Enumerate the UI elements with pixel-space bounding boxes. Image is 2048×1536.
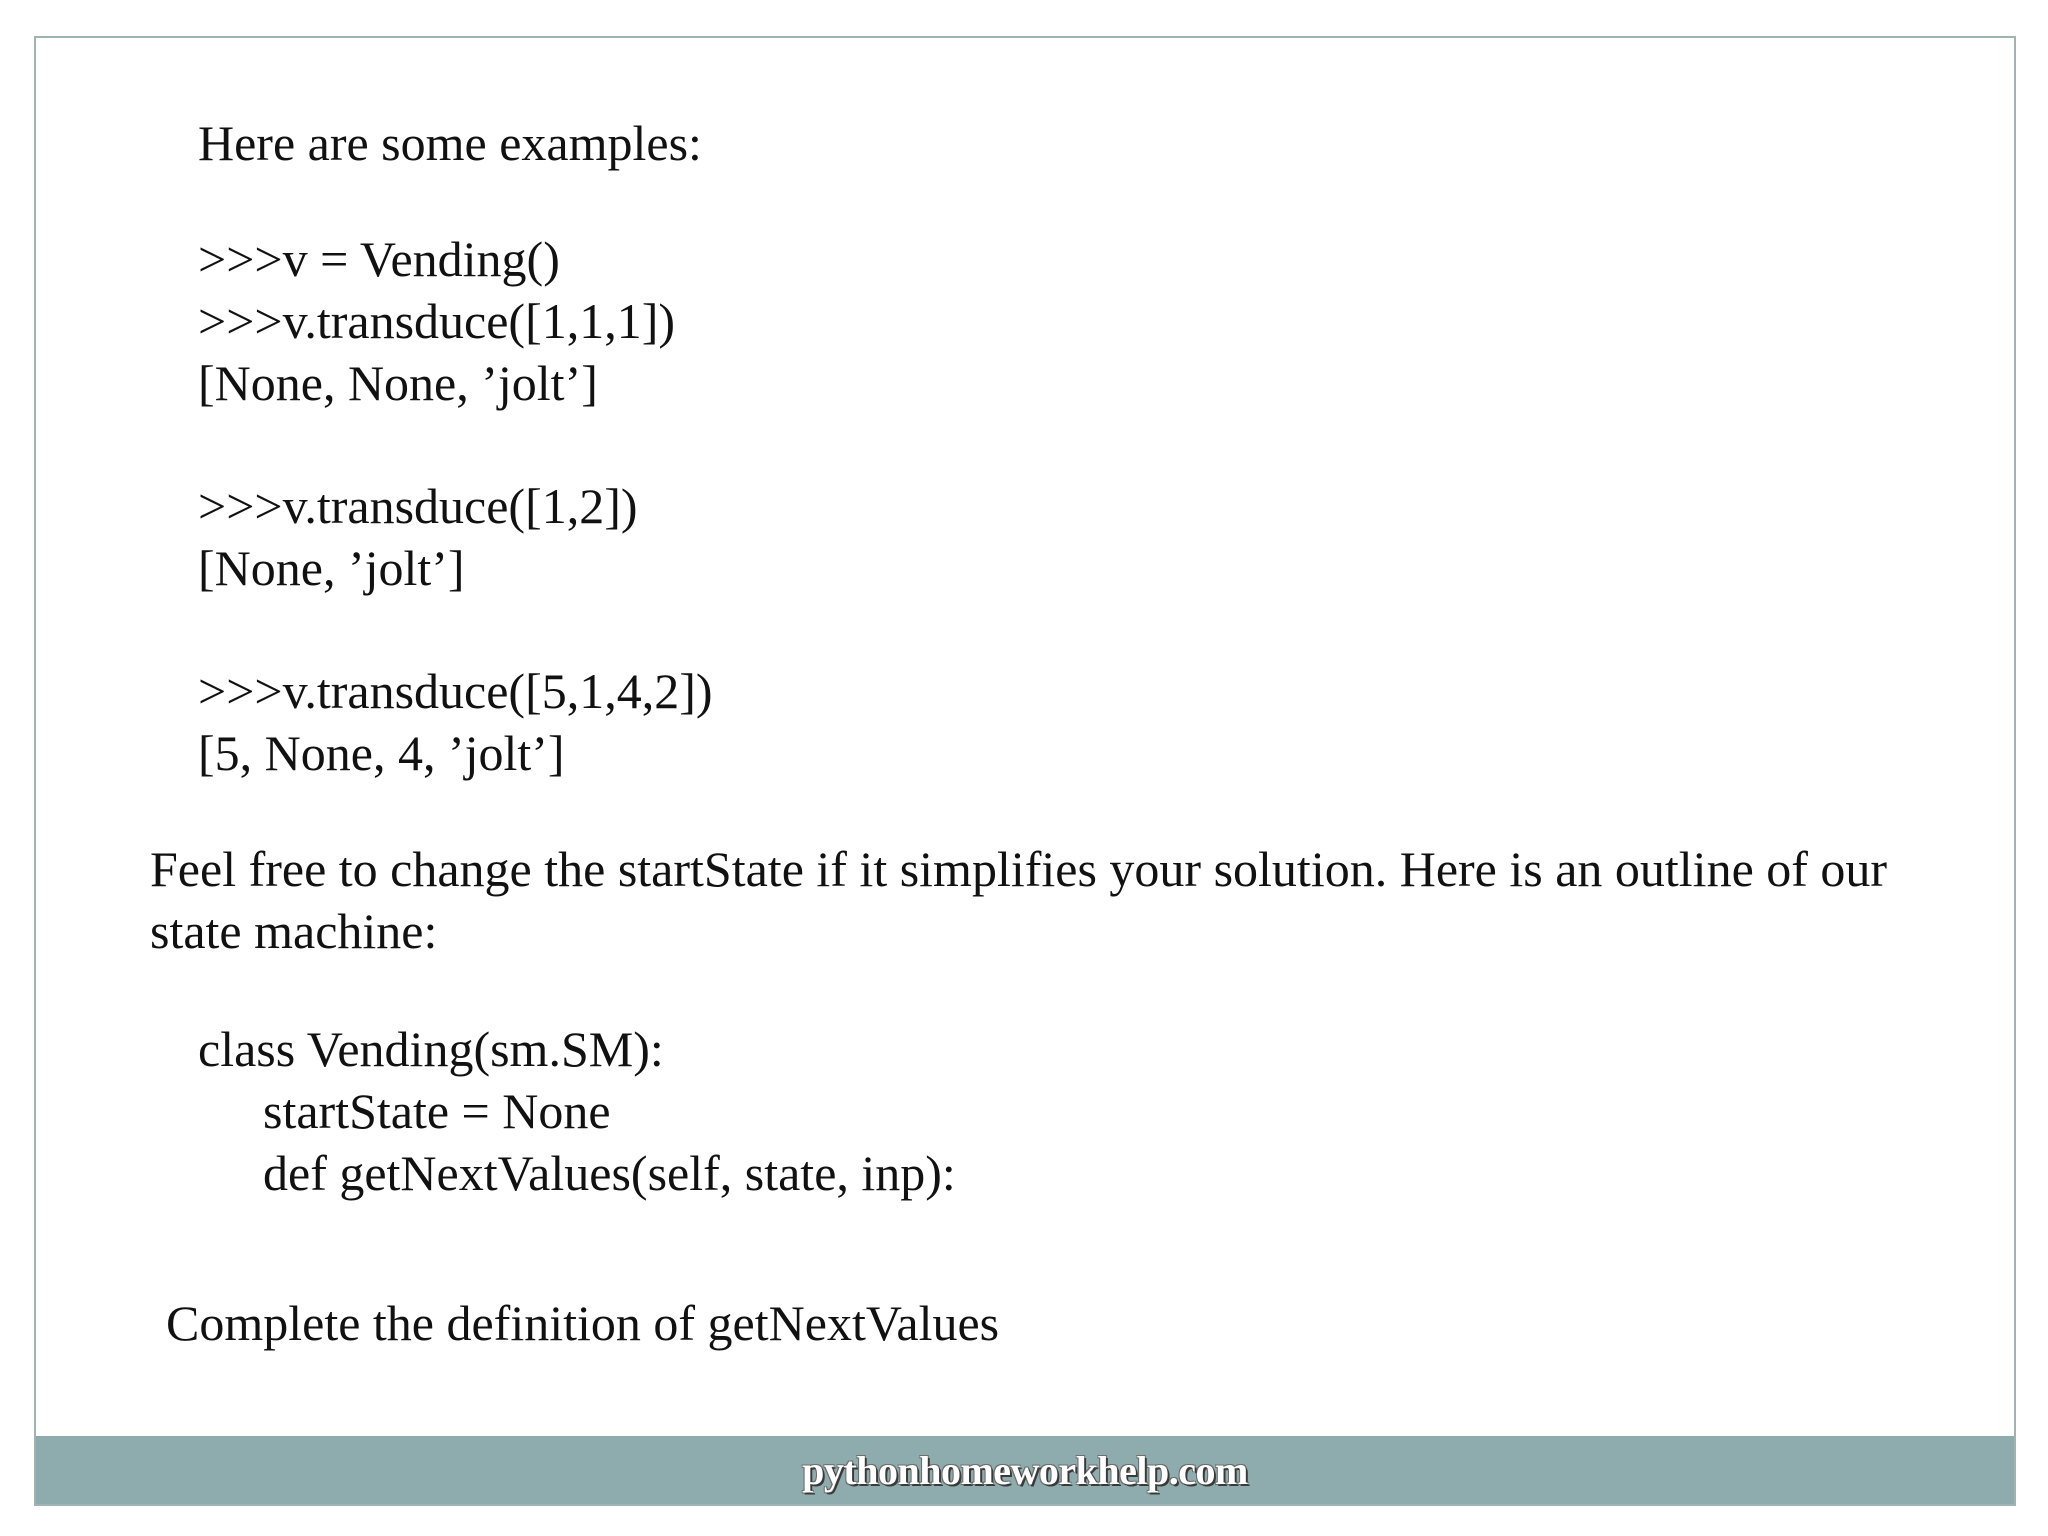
example-1-output: [None, None, ’jolt’] (198, 355, 598, 411)
paragraph-line-1: Feel free to change the startState if it simplifies your solution. Here is an outline of our (150, 841, 1888, 897)
footer-bar (36, 1436, 2014, 1504)
footer-brand: pythonhomeworkhelp.com (802, 1447, 1248, 1493)
code-def-line: def getNextValues(self, state, inp): (263, 1145, 956, 1201)
code-start-state-line: startState = None (263, 1083, 611, 1139)
example-3-output: [5, None, 4, ’jolt’] (198, 725, 565, 781)
example-1-line-1: >>>v = Vending() (198, 231, 560, 287)
heading: Here are some examples: (198, 115, 702, 171)
code-class-line: class Vending(sm.SM): (198, 1021, 664, 1077)
slide (34, 36, 2016, 1506)
example-1-line-2: >>>v.transduce([1,1,1]) (198, 293, 676, 349)
paragraph-line-2: state machine: (150, 903, 438, 959)
example-3-line-1: >>>v.transduce([5,1,4,2]) (198, 663, 713, 719)
instruction-text: Complete the definition of getNextValues (166, 1295, 1000, 1351)
example-2-line-1: >>>v.transduce([1,2]) (198, 478, 638, 534)
example-2-output: [None, ’jolt’] (198, 540, 465, 596)
